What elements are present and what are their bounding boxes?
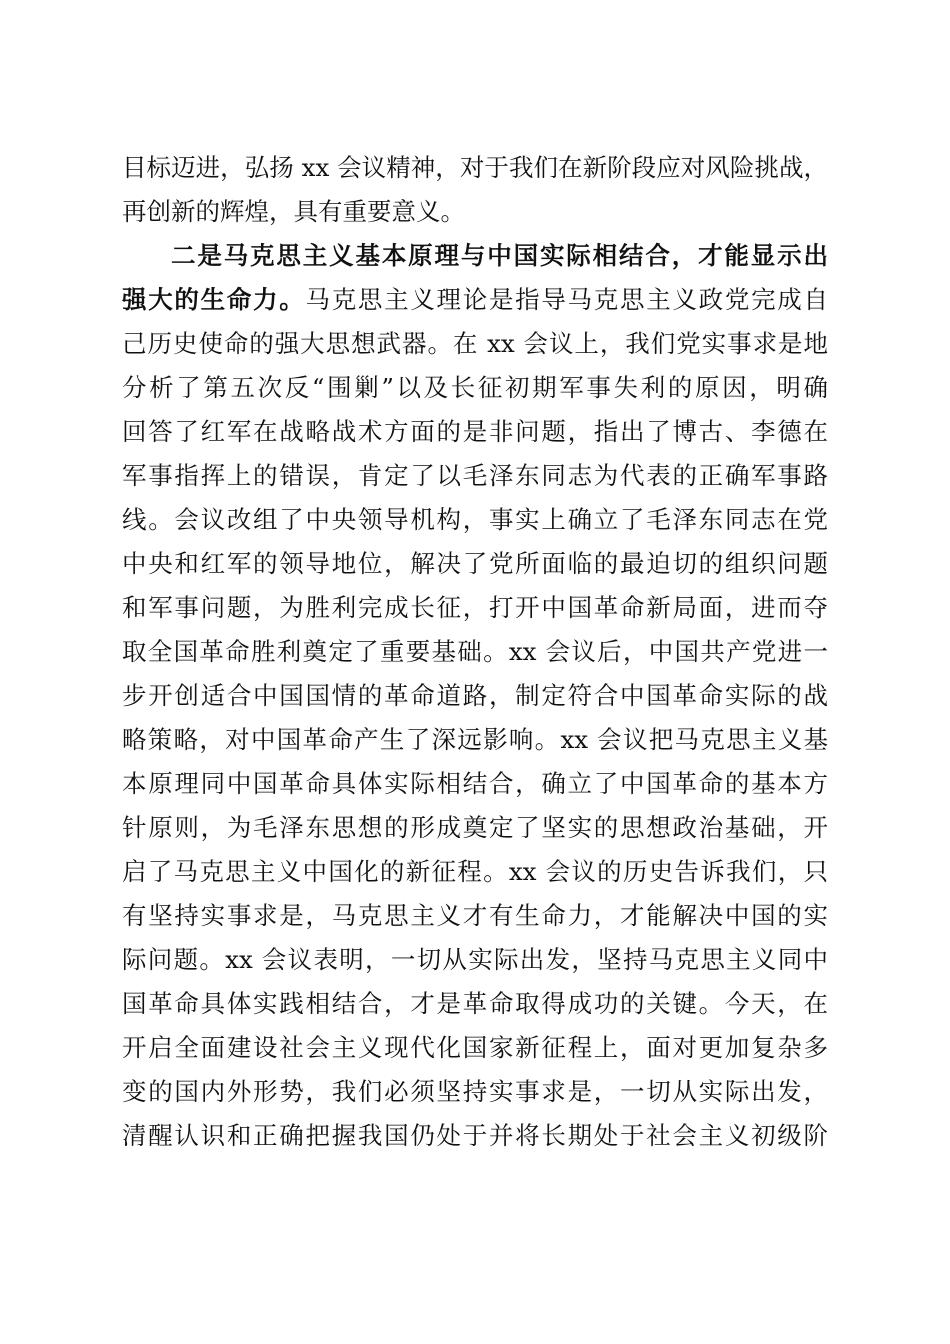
text-line: 清醒认识和正确把握我国仍处于并将长期处于社会主义初级阶	[122, 1121, 828, 1150]
text-line: 中央和红军的领导地位，解决了党所面临的最迫切的组织问题	[122, 549, 828, 578]
text-line: 己历史使命的强大思想武器。在 xx 会议上，我们党实事求是地	[122, 329, 828, 358]
text-line	[122, 278, 828, 322]
text-line: 本原理同中国革命具体实际相结合，确立了中国革命的基本方	[122, 769, 828, 798]
paragraph-heading-end: 强大的生命力。	[122, 285, 306, 314]
text-line: 分析了第五次反“围剿”以及长征初期军事失利的原因，明确	[122, 373, 828, 402]
text-line: 取全国革命胜利奠定了重要基础。xx 会议后，中国共产党进一	[122, 637, 828, 666]
text-line: 线。会议改组了中央领导机构，事实上确立了毛泽东同志在党	[122, 505, 828, 534]
text-line: 针原则，为毛泽东思想的形成奠定了坚实的思想政治基础，开	[122, 813, 828, 842]
text-line: 回答了红军在战略战术方面的是非问题，指出了博古、李德在	[122, 417, 828, 446]
text-line: 国革命具体实践相结合，才是革命取得成功的关键。今天，在	[122, 989, 828, 1018]
text-line: 步开创适合中国国情的革命道路，制定符合中国革命实际的战	[122, 681, 828, 710]
text-span: 马克思主义理论是指导马克思主义政党完成自	[305, 285, 829, 314]
text-line: 际问题。xx 会议表明，一切从实际出发，坚持马克思主义同中	[122, 945, 828, 974]
text-line: 变的国内外形势，我们必须坚持实事求是，一切从实际出发，	[122, 1077, 828, 1106]
text-line: 再创新的辉煌，具有重要意义。	[122, 197, 465, 226]
text-line: 军事指挥上的错误，肯定了以毛泽东同志为代表的正确军事路	[122, 461, 828, 490]
text-line: 目标迈进，弘扬 xx 会议精神，对于我们在新阶段应对风险挑战，	[122, 153, 828, 182]
paragraph-heading: 二是马克思主义基本原理与中国实际相结合，才能显示出	[171, 241, 828, 270]
text-line: 有坚持实事求是，马克思主义才有生命力，才能解决中国的实	[122, 901, 828, 930]
text-line: 开启全面建设社会主义现代化国家新征程上，面对更加复杂多	[122, 1033, 828, 1062]
text-line: 启了马克思主义中国化的新征程。xx 会议的历史告诉我们，只	[122, 857, 828, 886]
text-line: 和军事问题，为胜利完成长征，打开中国革命新局面，进而夺	[122, 593, 828, 622]
text-line: 略策略，对中国革命产生了深远影响。xx 会议把马克思主义基	[122, 725, 828, 754]
